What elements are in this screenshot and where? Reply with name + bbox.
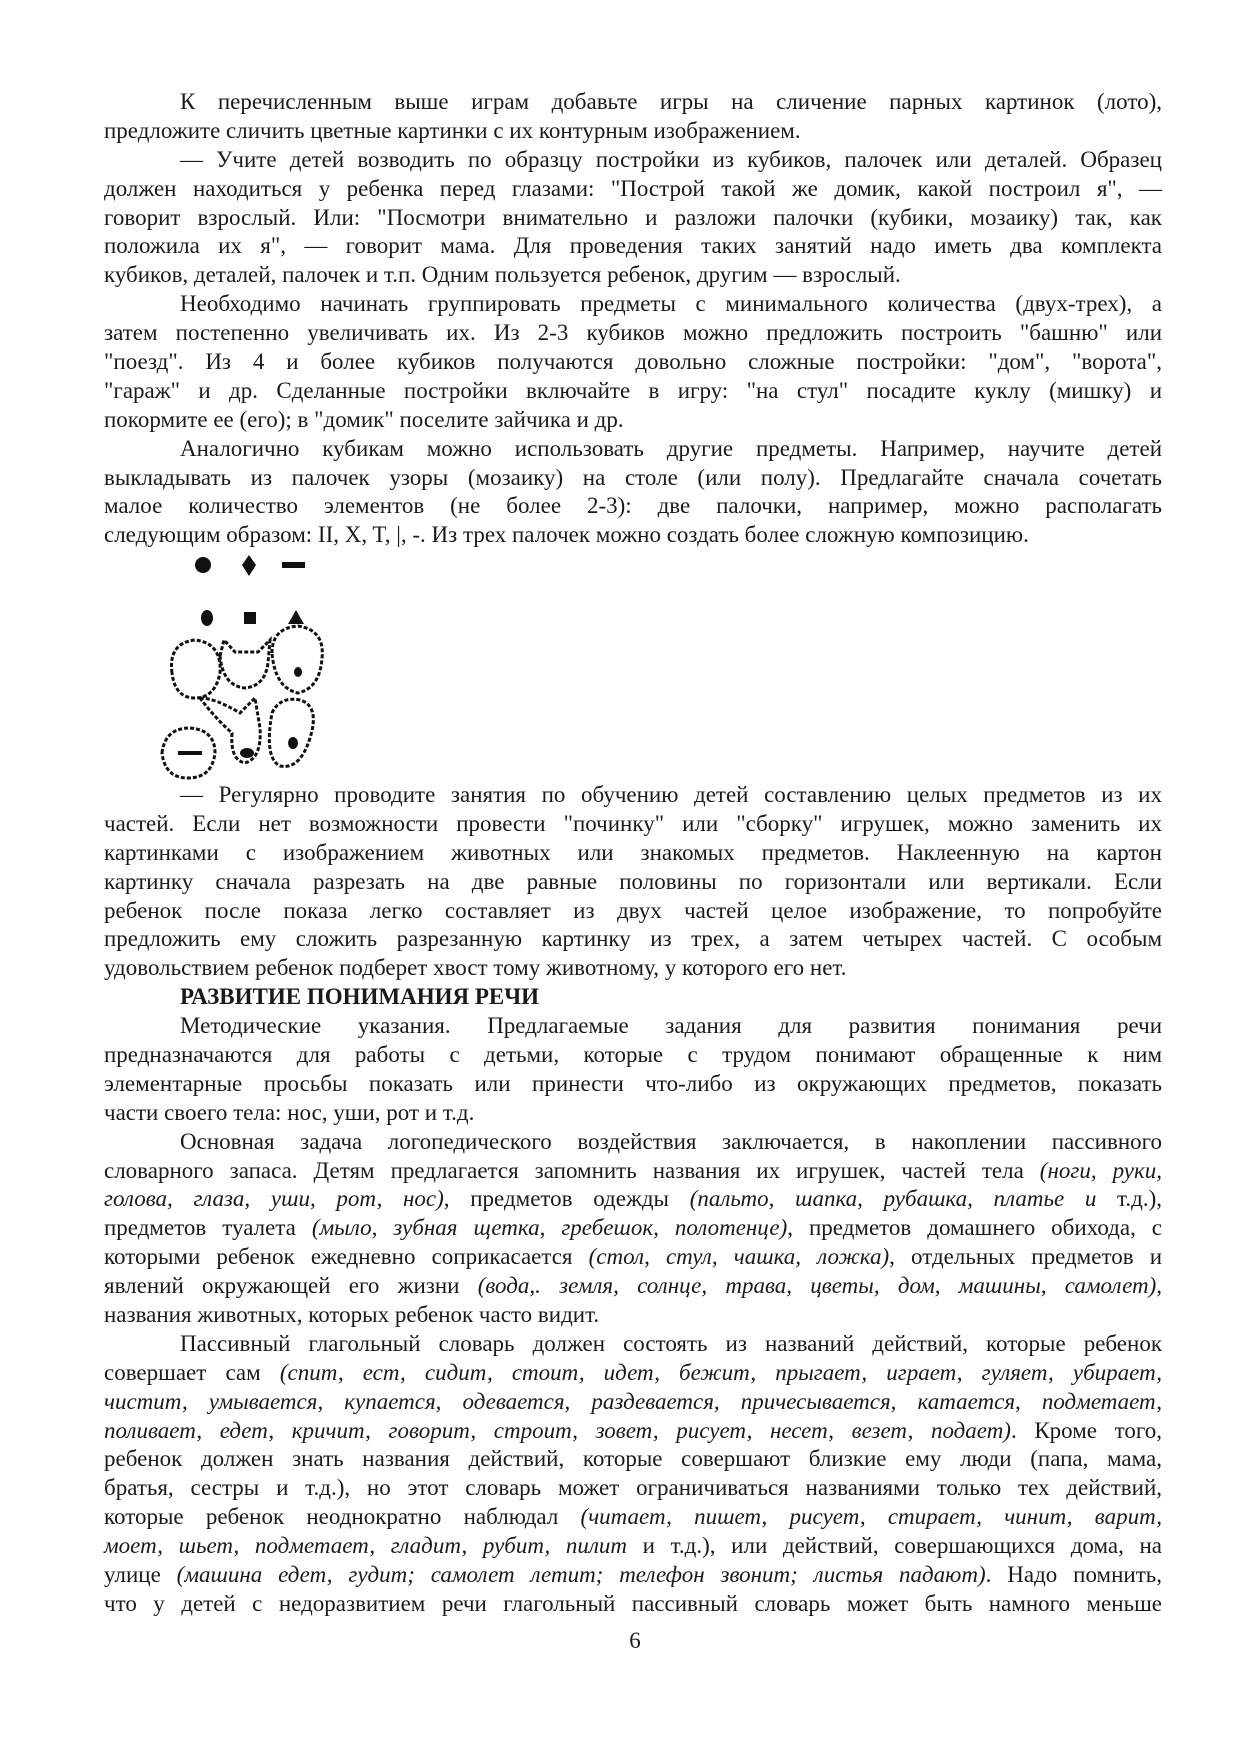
text-line <box>104 1214 1162 1243</box>
text-run: частей. Если нет возможности провести "починку" или "сборку" игрушек, можно заменить их <box>104 810 1162 836</box>
text-line <box>104 1561 1162 1590</box>
italic-text: (пальто, шапка, рубашка, платье и <box>689 1186 1097 1212</box>
text-line <box>104 1417 1162 1446</box>
italic-text: чистит, умывается, купается, одевается, раздевается, причесывается, катается, подметает, <box>104 1388 1162 1414</box>
italic-text: (читает, пишет, рисует, стирает, чинит, варит, <box>580 1504 1163 1530</box>
cat-head-icon <box>220 640 270 688</box>
text-line <box>104 146 1162 175</box>
text-line <box>104 810 1162 839</box>
text-run: картинку сначала разрезать на две равные половины по горизонтали или вертикали. Если <box>104 868 1162 894</box>
text-run: которые ребенок неоднократно наблюдал <box>104 1504 581 1530</box>
text-line <box>104 175 1162 204</box>
italic-text: (стол, стул, чашка, ложка) <box>588 1244 890 1270</box>
text-run: ребенок после показа легко составляет из двух частей целое изображение, то попробуйте <box>104 897 1162 923</box>
triangle-shape-icon <box>288 610 304 624</box>
italic-text: моет, шьет, подметает, гладит, рубит, пилит <box>104 1533 628 1559</box>
text-line <box>104 897 1162 926</box>
text-run: братья, сестры и т.д.), но этот словарь может ограничиваться названиями только тех действий, <box>104 1475 1162 1501</box>
text-run: ребенок должен знать названия действий, которые совершают близкие ему люди (папа, мама, <box>104 1446 1162 1472</box>
text-line <box>104 521 1162 550</box>
text-line <box>104 839 1162 868</box>
text-line <box>104 377 1162 406</box>
italic-text: поливает, едет, кричит, говорит, строит, зовет, рисует, несет, везет, подает) <box>104 1417 1011 1443</box>
text-line <box>104 88 1162 117</box>
text-line <box>104 1590 1162 1619</box>
illustration-svg <box>160 548 340 783</box>
text-line <box>104 290 1162 319</box>
text-run: и т.д.), или действий, совершающихся дома, на <box>627 1533 1162 1559</box>
text-run: картинками с изображением животных или знакомых предметов. Наклеенную на картон <box>104 839 1162 865</box>
text-line <box>104 1070 1162 1099</box>
text-run: которыми ребенок ежедневно соприкасается <box>104 1244 589 1270</box>
text-line <box>104 954 1162 983</box>
text-run: — Регулярно проводите занятия по обучению детей составлению целых предметов из их <box>180 782 1162 807</box>
text-run: т.д.), <box>1096 1186 1162 1212</box>
text-block-bottom <box>104 781 1162 1619</box>
text-line <box>104 1359 1162 1388</box>
text-line <box>104 1330 1162 1359</box>
text-run: . Кроме того, <box>1010 1417 1162 1443</box>
text-line <box>104 232 1162 261</box>
text-line <box>104 1243 1162 1272</box>
text-run: выкладывать из палочек узоры (мозаику) на столе (или полу). Предлагайте сначала сочетать <box>104 464 1162 490</box>
text-line <box>104 1041 1162 1070</box>
italic-text: (мыло, зубная щетка, гребешок, полотенце) <box>311 1215 788 1241</box>
text-line <box>104 492 1162 521</box>
text-run: Методические указания. Предлагаемые задания для развития понимания речи <box>180 1013 1162 1039</box>
bar-shape-icon <box>282 562 305 568</box>
text-line <box>104 1099 1162 1128</box>
frog-mouth-icon <box>178 751 202 755</box>
text-run: должен находиться у ребенка перед глазами: "Построй такой же домик, какой построил я", — <box>104 175 1162 201</box>
text-run: затем постепенно увеличивать их. Из 2-3 кубиков можно предложить построить "башню" или <box>104 320 1162 346</box>
text-line <box>104 781 1162 810</box>
italic-text: (спит, ест, сидит, стоит, идет, бежит, прыгает, играет, гуляет, убирает, <box>279 1359 1163 1385</box>
text-line <box>104 1012 1162 1041</box>
text-run: , предметов домашнего обихода, с <box>787 1215 1163 1241</box>
circle-shape-icon <box>195 557 211 573</box>
italic-text: голова, глаза, уши, рот, нос) <box>104 1186 444 1212</box>
text-line <box>104 406 1162 435</box>
text-run: РАЗВИТИЕ ПОНИМАНИЯ РЕЧИ <box>180 984 540 1010</box>
text-line <box>104 1272 1162 1301</box>
text-line <box>104 1474 1162 1503</box>
text-run: части своего тела: нос, уши, рот и т.д. <box>104 1099 475 1125</box>
horse-nose-icon <box>240 748 254 758</box>
hedgehog-head-icon <box>269 699 313 766</box>
text-line <box>104 348 1162 377</box>
text-run: , предметов одежды <box>443 1186 690 1212</box>
section-heading <box>104 983 1162 1012</box>
text-run: словарного запаса. Детям предлагается запомнить названия их игрушек, частей тела <box>104 1157 1040 1183</box>
text-run: "поезд". Из 4 и более кубиков получаются довольно сложные постройки: "дом", "ворота", <box>104 349 1162 375</box>
text-line <box>104 435 1162 464</box>
text-line <box>104 1445 1162 1474</box>
text-run: — Учите детей возводить по образцу постройки из кубиков, палочек или деталей. Образец <box>180 146 1162 172</box>
text-run: Пассивный глагольный словарь должен состоять из названий действий, которые ребенок <box>180 1330 1162 1356</box>
text-run: элементарные просьбы показать или принести что-либо из окружающих предметов, показать <box>104 1070 1162 1096</box>
text-line <box>104 1532 1162 1561</box>
text-run: названия животных, которых ребенок часто видит. <box>104 1302 600 1328</box>
text-run: следующим образом: II, X, T, |, -. Из трех палочек можно создать более сложную композицию. <box>104 522 1029 548</box>
text-line <box>104 204 1162 233</box>
text-run: удовольствием ребенок подберет хвост тому животному, у которого его нет. <box>104 955 847 981</box>
text-run: совершает сам <box>104 1359 280 1385</box>
square-shape-icon <box>244 612 256 624</box>
italic-text: (машина едет, гудит; самолет летит; телефон звонит; листья падают) <box>176 1562 986 1588</box>
text-run: предметов туалета <box>104 1215 312 1241</box>
shapes-and-animals-illustration <box>160 548 340 783</box>
oval-shape-icon <box>201 610 213 626</box>
diamond-shape-icon <box>242 555 256 576</box>
text-run: Основная задача логопедического воздействия заключается, в накоплении пассивного <box>180 1128 1162 1154</box>
text-run: К перечисленным выше играм добавьте игры на сличение парных картинок (лото), <box>180 89 1162 114</box>
text-run: , <box>1156 1273 1163 1299</box>
text-line <box>104 1185 1162 1214</box>
text-run: предложите сличить цветные картинки с их контурным изображением. <box>104 117 801 143</box>
text-line <box>104 1128 1162 1157</box>
text-run: что у детей с недоразвитием речи глагольный пассивный словарь может быть намного меньше <box>104 1590 1162 1616</box>
text-line <box>104 261 1162 290</box>
text-line <box>104 868 1162 897</box>
text-line <box>104 1503 1162 1532</box>
text-run: явлений окружающей его жизни <box>104 1273 478 1299</box>
hedgehog-nose-icon <box>288 737 298 749</box>
text-line <box>104 1157 1162 1186</box>
dog-head-icon <box>171 640 220 698</box>
text-run: положила их я", — говорит мама. Для проведения таких занятий надо иметь два комплекта <box>104 233 1162 259</box>
text-line <box>104 1388 1162 1417</box>
text-run: Аналогично кубикам можно использовать другие предметы. Например, научите детей <box>180 435 1162 461</box>
italic-text: (ноги, руки, <box>1039 1157 1162 1183</box>
text-run: говорит взрослый. Или: "Посмотри внимательно и разложи палочки (кубики, мозаику) так, как <box>104 204 1162 230</box>
text-run: . Надо помнить, <box>985 1562 1162 1588</box>
lion-head-icon <box>272 626 322 693</box>
text-run: , отдельных предметов и <box>889 1244 1163 1270</box>
text-line <box>104 117 1162 146</box>
text-run: Необходимо начинать группировать предметы с минимального количества (двух-трех), а <box>180 291 1162 317</box>
text-line <box>104 925 1162 954</box>
text-run: "гараж" и др. Сделанные постройки включайте в игру: "на стул" посадите куклу (мишку) и <box>104 377 1162 403</box>
text-line <box>104 1301 1162 1330</box>
text-run: улице <box>104 1562 177 1588</box>
lion-mouth-icon <box>294 667 302 677</box>
text-run: покормите ее (его); в "домик" поселите зайчика и др. <box>104 406 624 432</box>
text-block-top <box>104 88 1162 550</box>
text-run: предназначаются для работы с детьми, которые с трудом понимают обращенные к ним <box>104 1042 1162 1068</box>
text-run: кубиков, деталей, палочек и т.п. Одним пользуется ребенок, другим — взрослый. <box>104 262 901 288</box>
text-line <box>104 464 1162 493</box>
page-number: 6 <box>629 1628 641 1653</box>
text-run: малое количество элементов (не более 2-3): две палочки, например, можно располагать <box>104 493 1162 519</box>
text-run: предложить ему сложить разрезанную картинку из трех, а затем четырех частей. С особым <box>104 926 1162 952</box>
text-line <box>104 319 1162 348</box>
italic-text: (вода,. земля, солнце, трава, цветы, дом, машины, самолет) <box>477 1273 1157 1299</box>
